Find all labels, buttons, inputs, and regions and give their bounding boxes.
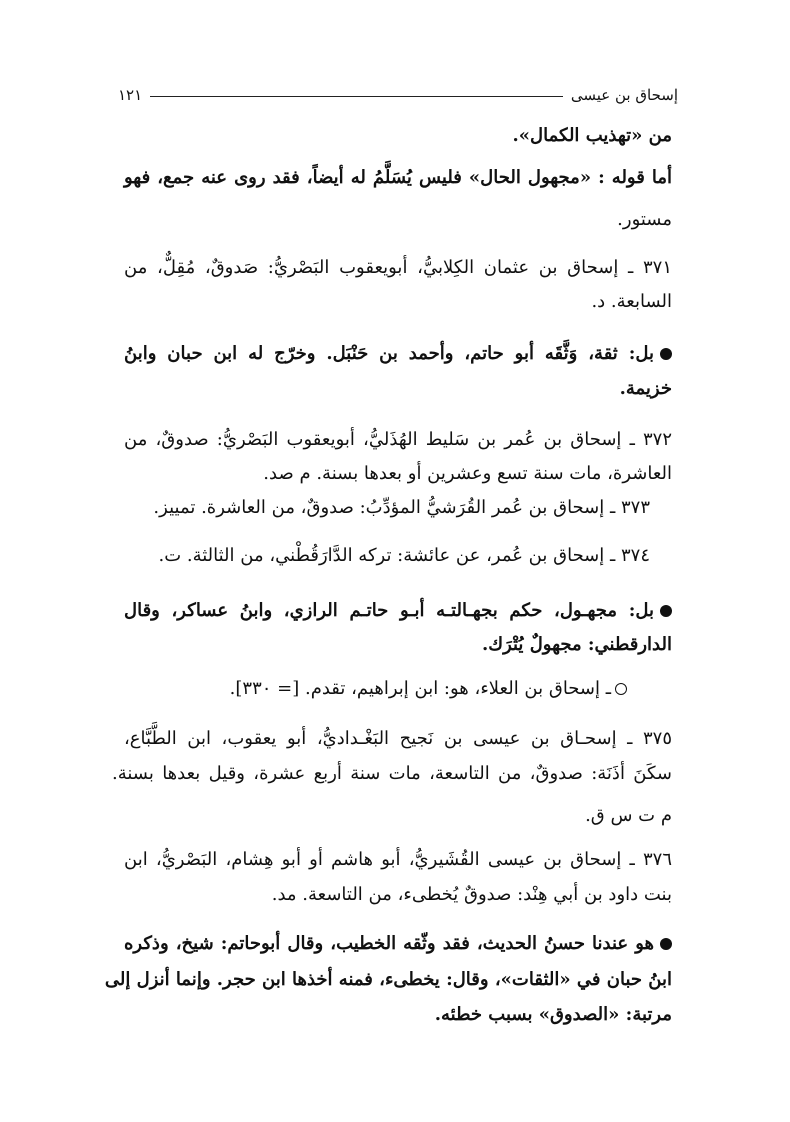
entry-372-line-1: ٣٧٢ ـ إسحاق بن عُمر بن سَليط الهُذَليُّ، أبويعقوب البَصْريُّ: صدوقٌ، من [124, 429, 672, 450]
header-title: إسحاق بن عيسى [570, 86, 678, 104]
comment-371-line-2: خزيمة. [619, 378, 672, 399]
entry-375-line-1: ٣٧٥ ـ إسحـاق بن عيسى بن نَجيح البَغْـداديُّ، أبو يعقوب، ابن الطَّبَّاع، [124, 728, 672, 749]
cross-reference-entry: ـ إسحاق بن العلاء، هو: ابن إبراهيم، تقدم. [= ٣٣٠]. [127, 674, 627, 704]
comment-371-line-1: بل: ثقة، وَثَّقَه أبو حاتم، وأحمد بن حَنْبَل. وخرّج له ابن حبان وابنُ [124, 339, 672, 369]
comment-376-line-2: ابنُ حبان في «الثقات»، وقال: يخطىء، فمنه أخذها ابن حجر. وإنما أنزل إلى [104, 969, 672, 990]
entry-376-line-1: ٣٧٦ ـ إسحاق بن عيسى القُشَيريُّ، أبو هاشم أو أبو هِشام، البَصْريُّ، ابن [124, 849, 672, 870]
running-header [118, 74, 678, 104]
text-line-3: مستور. [617, 209, 672, 230]
entry-375-line-3: م ت س ق. [585, 805, 672, 826]
text-line-2: أما قوله : «مجهول الحال» فليس يُسَلَّمُ له أيضاً، فقد روى عنه جمع، فهو [124, 167, 672, 188]
comment-374-line-2: الدارقطني: مجهولٌ يُتْرَك. [481, 634, 672, 655]
entry-371-line-2: السابعة. د. [591, 291, 672, 312]
entry-375-line-2: سكَنَ أذَنَة: صدوقٌ، من التاسعة، مات سنة أربع عشرة، وقيل بعدها بسنة. [112, 763, 672, 784]
comment-374-line-1: بل: مجهـول، حكم بجهـالتـه أبـو حاتـم الرازي، وابنُ عساكر، وقال [124, 596, 672, 626]
bullet-icon [660, 348, 672, 360]
comment-376-line-1: هو عندنا حسنُ الحديث، فقد وثّقه الخطيب، وقال أبوحاتم: شيخ، وذكره [124, 929, 672, 959]
entry-374: ٣٧٤ ـ إسحاق بن عُمر، عن عائشة: تركه الدَّارَقُطْني، من الثالثة. ت. [158, 545, 650, 566]
text-line-1: من «تهذيب الكمال». [512, 125, 672, 146]
page-number: ١٢١ [118, 86, 143, 104]
comment-376-line-3: مرتبة: «الصدوق» بسبب خطئه. [434, 1004, 672, 1025]
circle-marker-icon [615, 683, 627, 695]
header-rule [150, 96, 563, 97]
entry-376-line-2: بنت داود بن أبي هِنْد: صدوقٌ يُخطىء، من التاسعة. مد. [271, 884, 672, 905]
entry-373: ٣٧٣ ـ إسحاق بن عُمر القُرَشيُّ المؤدِّبُ: صدوقٌ، من العاشرة. تمييز. [153, 497, 650, 518]
entry-371-line-1: ٣٧١ ـ إسحاق بن عثمان الكِلابيُّ، أبويعقوب البَصْريُّ: صَدوقٌ، مُقِلٌّ، من [124, 257, 672, 278]
entry-372-line-2: العاشرة، مات سنة تسع وعشرين أو بعدها بسنة. م صد. [263, 463, 672, 484]
bullet-icon [660, 605, 672, 617]
bullet-icon [660, 938, 672, 950]
